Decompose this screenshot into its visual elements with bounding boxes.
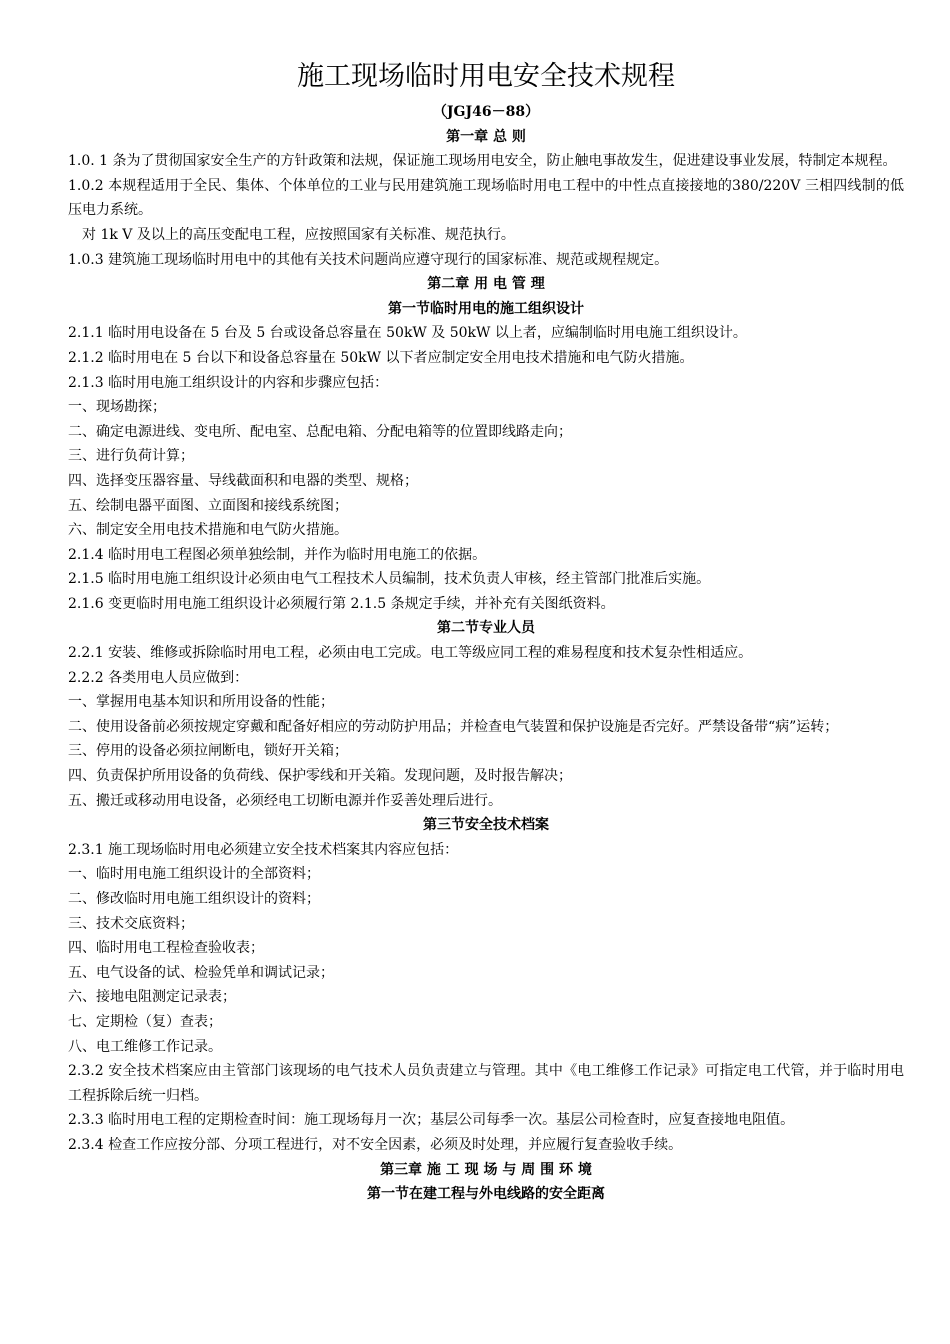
section-heading: 第一节在建工程与外电线路的安全距离 (367, 1186, 605, 1203)
section-heading: 第三节安全技术档案 (423, 817, 549, 834)
paragraph: 五、绘制电器平面图、立面图和接线系统图； (68, 497, 348, 514)
paragraph: 四、选择变压器容量、导线截面积和电器的类型、规格； (68, 472, 418, 489)
paragraph: 六、制定安全用电技术措施和电气防火措施。 (68, 522, 348, 539)
paragraph: 一、临时用电施工组织设计的全部资料； (68, 866, 320, 883)
paragraph: 2.3.4 检查工作应按分部、分项工程进行，对不安全因素，必须及时处理，并应履行复查验收手续。 (68, 1136, 683, 1153)
paragraph: 三、进行负荷计算； (68, 448, 194, 465)
section-heading: 第一章 总 则 (446, 128, 526, 145)
paragraph: 对 1k V 及以上的高压变配电工程，应按照国家有关标准、规范执行。 (82, 226, 515, 243)
paragraph: 2.1.1 临时用电设备在 5 台及 5 台或设备总容量在 50kW 及 50kW 以上者，应编制临时用电施工组织设计。 (68, 325, 747, 342)
paragraph: 三、停用的设备必须拉闸断电，锁好开关箱； (68, 743, 348, 760)
paragraph: 三、技术交底资料； (68, 915, 194, 932)
paragraph: 五、电气设备的试、检验凭单和调试记录； (68, 964, 334, 981)
section-heading: 第二章 用 电 管 理 (427, 276, 545, 293)
standard-code: （JGJ46－88） (432, 104, 540, 120)
section-heading: 第一节临时用电的施工组织设计 (388, 300, 584, 317)
paragraph: 一、现场勘探； (68, 399, 166, 416)
paragraph: 二、使用设备前必须按规定穿戴和配备好相应的劳动防护用品；并检查电气装置和保护设施是否完好。严禁设备带“病”运转； (68, 718, 839, 735)
document-title: 施工现场临时用电安全技术规程 (297, 61, 675, 92)
paragraph: 六、接地电阻测定记录表； (68, 989, 236, 1006)
paragraph: 1.0. 1 条为了贯彻国家安全生产的方针政策和法规，保证施工现场用电安全，防止触电事故发生，促进建设事业发展，特制定本规程。 (68, 153, 897, 170)
paragraph: 一、掌握用电基本知识和所用设备的性能； (68, 694, 334, 711)
paragraph: 五、搬迁或移动用电设备，必须经电工切断电源并作妥善处理后进行。 (68, 792, 502, 809)
paragraph: 1.0.2 本规程适用于全民、集体、个体单位的工业与民用建筑施工现场临时用电工程中的中性点直接接地的380/220V 三相四线制的低压电力系统。 (68, 177, 904, 219)
paragraph: 2.1.5 临时用电施工组织设计必须由电气工程技术人员编制，技术负责人审核，经主管部门批准后实施。 (68, 571, 711, 588)
paragraph: 2.2.2 各类用电人员应做到： (68, 669, 249, 686)
paragraph: 2.1.6 变更临时用电施工组织设计必须履行第 2.1.5 条规定手续，并补充有关图纸资料。 (68, 595, 615, 612)
section-heading: 第二节专业人员 (437, 620, 535, 637)
paragraph: 2.1.3 临时用电施工组织设计的内容和步骤应包括： (68, 374, 389, 391)
paragraph: 2.1.4 临时用电工程图必须单独绘制，并作为临时用电施工的依据。 (68, 546, 487, 563)
paragraph: 2.3.3 临时用电工程的定期检查时间：施工现场每月一次；基层公司每季一次。基层公司检查时，应复查接地电阻值。 (68, 1112, 795, 1129)
paragraph: 2.3.1 施工现场临时用电必须建立安全技术档案其内容应包括： (68, 841, 459, 858)
paragraph: 七、定期检（复）查表； (68, 1013, 222, 1030)
document-page (68, 56, 904, 1207)
document-body (68, 125, 904, 1207)
paragraph: 二、确定电源进线、变电所、配电室、总配电箱、分配电箱等的位置即线路走向； (68, 423, 572, 440)
paragraph: 八、电工维修工作记录。 (68, 1038, 222, 1055)
paragraph: 四、临时用电工程检查验收表； (68, 940, 264, 957)
paragraph: 2.3.2 安全技术档案应由主管部门该现场的电气技术人员负责建立与管理。其中《电工维修工作记录》可指定电工代管，并于临时用电工程拆除后统一归档。 (68, 1063, 904, 1104)
section-heading: 第三章 施 工 现 场 与 周 围 环 境 (380, 1161, 592, 1178)
paragraph: 二、修改临时用电施工组织设计的资料； (68, 891, 320, 907)
paragraph: 2.2.1 安装、维修或拆除临时用电工程，必须由电工完成。电工等级应同工程的难易程度和技术复杂性相适应。 (68, 645, 753, 662)
paragraph: 2.1.2 临时用电在 5 台以下和设备总容量在 50kW 以下者应制定安全用电技术措施和电气防火措施。 (68, 349, 694, 366)
paragraph: 四、负责保护所用设备的负荷线、保护零线和开关箱。发现问题，及时报告解决； (68, 768, 572, 785)
paragraph: 1.0.3 建筑施工现场临时用电中的其他有关技术问题尚应遵守现行的国家标准、规范或规程规定。 (68, 251, 669, 268)
